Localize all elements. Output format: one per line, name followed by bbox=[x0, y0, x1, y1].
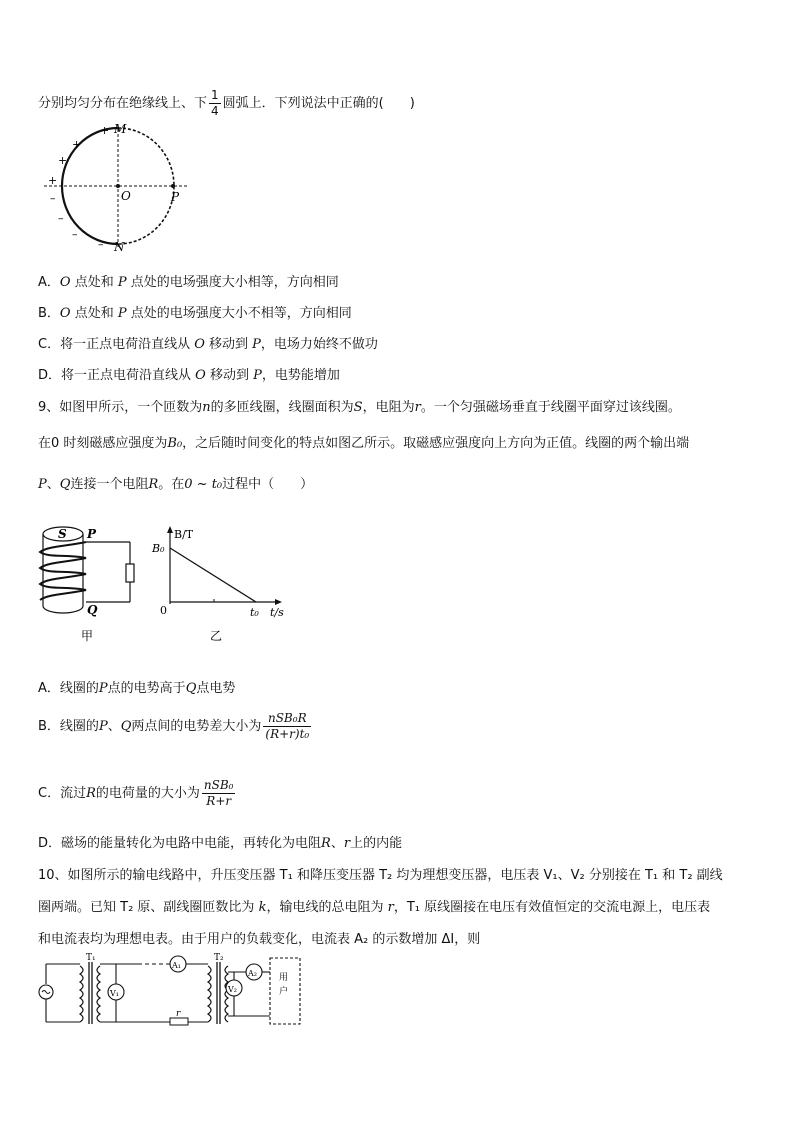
q8-label-o: O bbox=[121, 189, 131, 203]
q8-label-p: P bbox=[171, 190, 180, 204]
a2-label: A₂ bbox=[248, 969, 257, 978]
q8-stem bbox=[38, 88, 415, 119]
q9-coil-figure bbox=[38, 524, 148, 646]
q8-point-p bbox=[171, 184, 175, 188]
q9-option-a: A．线圈的P点的电势高于Q点电势 bbox=[38, 681, 236, 696]
q9-coil-winding bbox=[40, 542, 86, 600]
q9-resistor-r bbox=[126, 564, 134, 582]
t2-secondary-coil bbox=[225, 966, 228, 1022]
q9-caption-jia: 甲 bbox=[81, 629, 94, 643]
user-label-2: 户 bbox=[279, 987, 289, 997]
t2-label: T₂ bbox=[214, 953, 224, 963]
q8-label-m: M bbox=[114, 122, 127, 136]
q9-stem-line3: P、Q连接一个电阻R。在0 ~ t₀过程中（ ） bbox=[38, 477, 314, 492]
q8-minus-sign: – bbox=[50, 192, 56, 205]
q8-minus-sign: – bbox=[98, 238, 104, 251]
q8-label-n: N bbox=[114, 240, 125, 254]
q9-x-arrow bbox=[275, 599, 282, 605]
q8-plus-sign: + bbox=[48, 174, 58, 187]
line-resistor-r bbox=[170, 1018, 188, 1025]
q9-origin-label: 0 bbox=[160, 604, 167, 617]
q9-bt-graph bbox=[148, 524, 298, 646]
q9-y-arrow bbox=[167, 526, 173, 533]
q9-stem-line2: 在0 时刻磁感应强度为B₀，之后随时间变化的特点如图乙所示。取磁感应强度向上方向为正值。线圈的两个输出端 bbox=[38, 436, 690, 451]
t1-primary-coil bbox=[80, 966, 83, 1022]
t1-label: T₁ bbox=[86, 953, 96, 963]
q9-label-q: Q bbox=[87, 603, 98, 617]
q8-minus-sign: – bbox=[72, 228, 78, 241]
q8-option-a: A．O 点处和 P 点处的电场强度大小相等，方向相同 bbox=[38, 275, 339, 290]
q9-b0-label: B₀ bbox=[152, 542, 165, 555]
q9-option-d: D．磁场的能量转化为电路中电能，再转化为电阻R、r上的内能 bbox=[38, 836, 403, 851]
q8-minus-sign: – bbox=[58, 212, 64, 225]
q9-label-s: S bbox=[58, 527, 67, 541]
v2-label: V₂ bbox=[228, 985, 237, 994]
t2-primary-coil bbox=[208, 966, 211, 1022]
q10-stem-line3: 和电流表均为理想电表。由于用户的负载变化，电流表 A₂ 的示数增加 ΔI，则 bbox=[38, 932, 481, 947]
q8-point-o bbox=[116, 184, 120, 188]
q9-option-c-fraction: $\frac{\text{nSB₀}}{R+r}$ bbox=[203, 778, 234, 808]
q9-coil-bottom bbox=[43, 606, 83, 613]
q8-stem-text-a: 分别均匀分布在绝缘线上、下 bbox=[38, 96, 208, 111]
q8-plus-sign: + bbox=[72, 138, 82, 151]
q8-quarter-fraction: $\frac{1}{4}$ bbox=[211, 88, 219, 118]
q9-b-line bbox=[170, 548, 256, 602]
q9-label-p: P bbox=[87, 527, 97, 541]
q8-option-c: C．将一正点电荷沿直线从 O 移动到 P，电场力始终不做功 bbox=[38, 337, 378, 352]
q9-option-b-fraction: $\frac{\text{nSB₀R}}{\text{(R+r)t₀}}$ bbox=[265, 711, 310, 741]
q9-option-c: C．流过R的电荷量的大小为 $\frac{\text{nSB₀}}{R+r}$ bbox=[38, 778, 234, 808]
a1-label: A₁ bbox=[172, 961, 181, 970]
q8-circle-figure bbox=[38, 118, 198, 258]
q8-option-b: B．O 点处和 P 点处的电场强度大小不相等，方向相同 bbox=[38, 306, 352, 321]
q10-stem-line2: 圈两端。已知 T₂ 原、副线圈匝数比为 k，输电线的总电阻为 r，T₁ 原线圈接在电压有效值恒定的交流电源上，电压表 bbox=[38, 900, 711, 915]
q8-option-d: D．将一正点电荷沿直线从 O 移动到 P，电势能增加 bbox=[38, 368, 340, 383]
q9-x-label: t/s bbox=[270, 606, 284, 619]
q8-plus-sign: + bbox=[100, 124, 110, 137]
user-label-1: 用 bbox=[279, 973, 289, 983]
q9-y-label: B/T bbox=[174, 528, 194, 541]
v1-label: V₁ bbox=[110, 989, 119, 998]
q9-stem-line1: 9、如图甲所示，一个匝数为n的多匝线圈，线圈面积为S，电阻为r。一个匀强磁场垂直于线圈平面穿过该线圈。 bbox=[38, 400, 681, 415]
q9-t0-label: t₀ bbox=[250, 606, 259, 619]
q8-stem-text-b: 圆弧上．下列说法中正确的( ) bbox=[222, 96, 415, 111]
q8-plus-sign: + bbox=[58, 154, 68, 167]
q9-option-b: B．线圈的P、Q两点间的电势差大小为 $\frac{\text{nSB₀R}}{\text{(R+r)t₀}}$ bbox=[38, 711, 310, 741]
t1-secondary-coil bbox=[97, 966, 100, 1022]
q9-caption-yi: 乙 bbox=[210, 629, 223, 643]
q10-transmission-circuit bbox=[38, 952, 318, 1030]
q10-stem-line1: 10、如图所示的输电线路中，升压变压器 T₁ 和降压变压器 T₂ 均为理想变压器，电压表 V₁、V₂ 分别接在 T₁ 和 T₂ 副线 bbox=[38, 868, 723, 883]
r-label: r bbox=[176, 1009, 181, 1019]
